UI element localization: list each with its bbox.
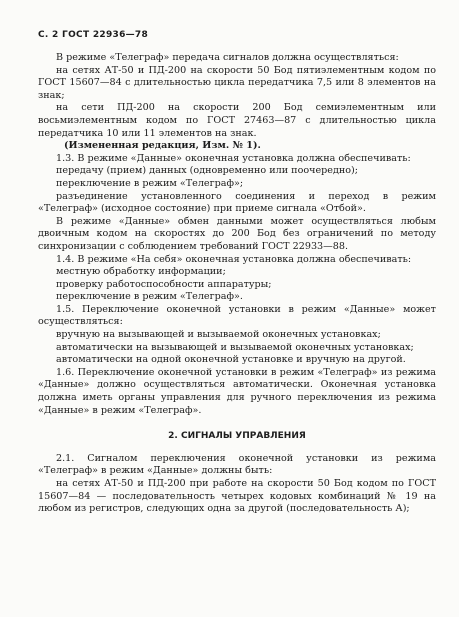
paragraph: В режиме «Телеграф» передача сигналов должна осуществляться:: [56, 52, 399, 63]
clause-1-5: 1.5. Переключение оконечной установки в режим «Данные» может осуществляться:: [38, 303, 436, 328]
clause-2-1: 2.1. Сигналом переключения оконечной установки из режима «Телеграф» в режим «Данные» должны быть:: [38, 452, 436, 477]
clause-1-6: 1.6. Переключение оконечной установки в режим «Телеграф» из режима «Данные» должно осуществляться автоматически. Оконечная установка должна иметь органы управления для ручного переключения из режима «Данные» в режим «Телеграф».: [38, 366, 436, 416]
clause-1-4: 1.4. В режиме «На себя» оконечная установка должна обеспечивать:: [56, 253, 412, 265]
list-item: автоматически на вызывающей и вызываемой оконечных установках;: [56, 341, 414, 353]
list-item: передачу (прием) данных (одновременно или поочередно);: [56, 165, 359, 177]
amendment-note: (Измененная редакция, Изм. № 1).: [64, 140, 261, 152]
list-item: проверку работоспособности аппаратуры;: [56, 278, 272, 290]
list-item: переключение в режим «Телеграф».: [56, 291, 243, 303]
clause-1-3: 1.3. В режиме «Данные» оконечная установка должна обеспечивать:: [56, 152, 411, 164]
list-item: местную обработку информации;: [56, 266, 226, 278]
section-heading: 2. СИГНАЛЫ УПРАВЛЕНИЯ: [168, 431, 306, 442]
paragraph: В режиме «Данные» обмен данными может осуществляться любым двоичным кодом на скоростях до 200 Бод без ограничений по методу синхронизации с соблюдением требований ГОСТ 22933—88.: [38, 215, 436, 252]
list-item: переключение в режим «Телеграф»;: [56, 177, 244, 189]
paragraph: на сетях АТ-50 и ПД-200 при работе на скорости 50 Бод кодом по ГОСТ 15607—84 — последовательность четырех кодовых комбинаций № 19 на любом из регистров, следующих одна за другой (последовательность А);: [38, 478, 436, 515]
document-body: [38, 52, 436, 516]
list-item: автоматически на одной оконечной установке и вручную на другой.: [56, 354, 406, 366]
list-item: разъединение установленного соединения и переход в режим «Телеграф» (исходное состояние) при приеме сигнала «Отбой».: [38, 190, 436, 215]
page-header: С. 2 ГОСТ 22936—78: [38, 30, 149, 40]
list-item: вручную на вызывающей и вызываемой оконечных установках;: [56, 329, 381, 341]
paragraph: на сети ПД-200 на скорости 200 Бод семиэлементным или восьмиэлементным кодом по ГОСТ 27463—87 с длительностью цикла передатчика 10 или 11 элементов на знак.: [38, 102, 436, 139]
paragraph: на сетях АТ-50 и ПД-200 на скорости 50 Бод пятиэлементным кодом по ГОСТ 15607—84 с длительностью цикла передатчика 7,5 или 8 элементов на знак;: [38, 64, 436, 101]
